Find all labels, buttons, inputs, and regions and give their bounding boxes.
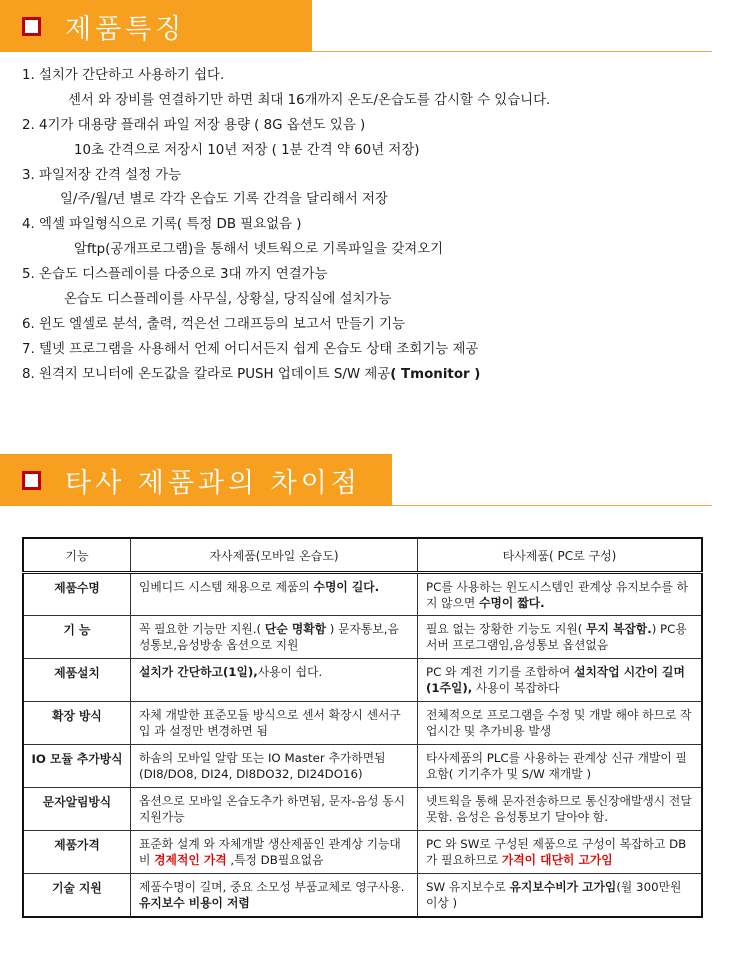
cell-text: 타사제품의 PLC를 사용하는 관계상 신규 개발이 필요함( 기기추가 및 S/W 재개발 ) [426,751,687,781]
feature-line-8 [22,363,722,388]
cell-text: 옵션으로 모바일 온습도추가 하면됨, 문자-음성 동시지원가능 [139,794,406,824]
other-product-cell [418,745,703,788]
cell-text: PC 와 계전 기기를 조합하여 [426,665,575,679]
other-product-cell [418,788,703,831]
table-row [23,573,702,616]
header-feature: 기능 [23,538,131,573]
header-own-product: 자사제품(모바일 온습도) [131,538,418,573]
feature-line-8-text: 8. 원격지 모니터에 온도값을 칼라로 PUSH 업데이트 S/W 제공 [22,366,391,382]
other-product-cell [418,874,703,917]
own-product-cell [131,788,418,831]
feature-line-5: 5. 온습도 디스플레이를 다중으로 3대 까지 연결가능 [22,267,328,283]
cell-text: ) 문자통보,음성통보,음성방송 옵션으로 지원 [139,622,399,652]
cell-text: 전체적으로 프로그램을 수정 및 개발 해야 하므로 작업시간 및 추가비용 발생 [426,708,692,738]
checkbox-bullet-icon [22,17,41,36]
table-row [23,831,702,874]
feature-name-cell: 확장 방식 [23,702,131,745]
table-row [23,788,702,831]
comparison-table [22,537,703,918]
cell-highlight: 설치작업 시간이 길며 (1주일), [426,665,685,695]
tmonitor-label: ( Tmonitor ) [390,366,481,382]
other-product-cell [418,702,703,745]
cell-highlight: 설치가 간단하고(1일), [139,665,258,679]
feature-list [22,64,722,388]
comparison-table-body [23,573,702,917]
feature-line-3: 3. 파일저장 간격 설정 가능 [22,167,182,183]
cell-text: ) PC용 서버 프로그램임,음성통보 옵션없음 [426,622,687,652]
cell-highlight: 수명이 길다. [313,580,380,594]
section-title-comparison: 타사 제품과의 차이점 [65,467,361,499]
cell-text: 넷트웍을 통해 문자전송하므로 통신장애발생시 전달 못함. 음성은 음성통보기 달아야 함. [426,794,692,824]
other-product-cell [418,659,703,702]
section-header-bar [0,0,312,52]
other-product-cell [418,616,703,659]
feature-line-2: 2. 4기가 대용량 플래쉬 파일 저장 용량 ( 8G 옵션도 있음 ) [22,117,366,133]
cell-text: 필요 없는 장황한 기능도 지원( [426,622,587,636]
own-product-cell [131,745,418,788]
table-row [23,745,702,788]
feature-detail-3: 일/주/월/년 별로 각각 온습도 기록 간격을 달리해서 저장 [60,192,388,208]
cell-text: 자체 개발한 표준모듈 방식으로 센서 확장시 센서구입 과 설정만 변경하면 됨 [139,708,401,738]
cell-text: PC를 사용하는 윈도시스템인 관계상 유지보수를 하지 않으면 [426,580,689,610]
feature-name-cell: 기술 지원 [23,874,131,917]
cell-text: (월 300만원 이상 ) [426,880,682,910]
header-other-product: 타사제품( PC로 구성) [418,538,703,573]
feature-name-cell: 문자알림방식 [23,788,131,831]
own-product-cell [131,573,418,616]
feature-line-1: 1. 설치가 간단하고 사용하기 쉽다. [22,68,225,83]
cell-highlight: 단순 명확함 [264,622,327,636]
other-product-cell [418,831,703,874]
feature-detail-2: 10초 간격으로 저장시 10년 저장 ( 1분 간격 약 60년 저장) [74,142,420,158]
section-header-bar [0,454,392,506]
cell-highlight: 유지보수 비용이 저렴 [139,896,250,910]
cell-text: 사용이 복잡하다 [472,681,560,695]
own-product-cell [131,831,418,874]
feature-name-cell: 제품수명 [23,573,131,616]
table-row [23,874,702,917]
section-title-features: 제품특징 [65,13,186,45]
other-product-cell [418,573,703,616]
cell-text: SW 유지보수로 [426,880,510,894]
cell-highlight: 무지 복잡함. [586,622,652,636]
section-divider [392,505,712,506]
own-product-cell [131,874,418,917]
table-header-row [23,538,702,573]
cell-text: 임베디드 시스템 채용으로 제품의 [139,580,314,594]
section-header-comparison [0,454,712,506]
feature-line-6: 6. 윈도 엘셀로 분석, 출력, 꺽은선 그래프등의 보고서 만들기 기능 [22,316,405,332]
feature-detail-1: 센서 와 장비를 연결하기만 하면 최대 16개까지 온도/온습도를 감시할 수 있습니다. [68,92,551,108]
cell-highlight-red: 가격이 대단히 고가임 [501,853,613,867]
cell-text: ,특정 DB필요없음 [226,853,324,867]
table-row [23,702,702,745]
cell-text: PC 와 SW로 구성된 제품으로 구성이 복잡하고 DB가 필요하므로 [426,837,687,867]
feature-line-4: 4. 엑셀 파일형식으로 기록( 특정 DB 필요없음 ) [22,217,302,233]
cell-text: 하솜의 모바일 알람 또는 IO Master 추가하면됨(DI8/DO8, DI24, DI8DO32, DI24DO16) [139,751,386,781]
section-divider [312,51,712,52]
cell-text: 꼭 필요한 기능만 지원.( [139,622,265,636]
own-product-cell [131,659,418,702]
cell-text: 표준화 설계 와 자체개발 생산제품인 관계상 기능대비 [139,837,401,867]
section-header-features [0,0,712,52]
cell-highlight: 유지보수비가 고가임 [509,880,617,894]
feature-name-cell: IO 모듈 추가방식 [23,745,131,788]
checkbox-bullet-icon [22,471,41,490]
own-product-cell [131,702,418,745]
table-row [23,616,702,659]
own-product-cell [131,616,418,659]
table-row [23,659,702,702]
feature-name-cell: 제품가격 [23,831,131,874]
feature-detail-5: 온습도 디스플레이를 사무실, 상황실, 당직실에 설치가능 [64,292,392,308]
cell-highlight-red: 경제적인 가격 [154,853,227,867]
cell-text: 제품수명이 길며, 중요 소모성 부품교체로 영구사용. [139,880,405,894]
feature-name-cell: 기 능 [23,616,131,659]
cell-text: 사용이 쉽다. [257,665,323,679]
feature-line-7: 7. 텔넷 프로그램을 사용해서 언제 어디서든지 쉽게 온습도 상태 조회기능 제공 [22,341,479,357]
feature-detail-4: 알ftp(공개프로그램)을 통해서 넷트웍으로 기록파일을 갖져오기 [74,242,444,258]
feature-name-cell: 제품설치 [23,659,131,702]
cell-highlight: 수명이 짧다. [479,596,545,610]
